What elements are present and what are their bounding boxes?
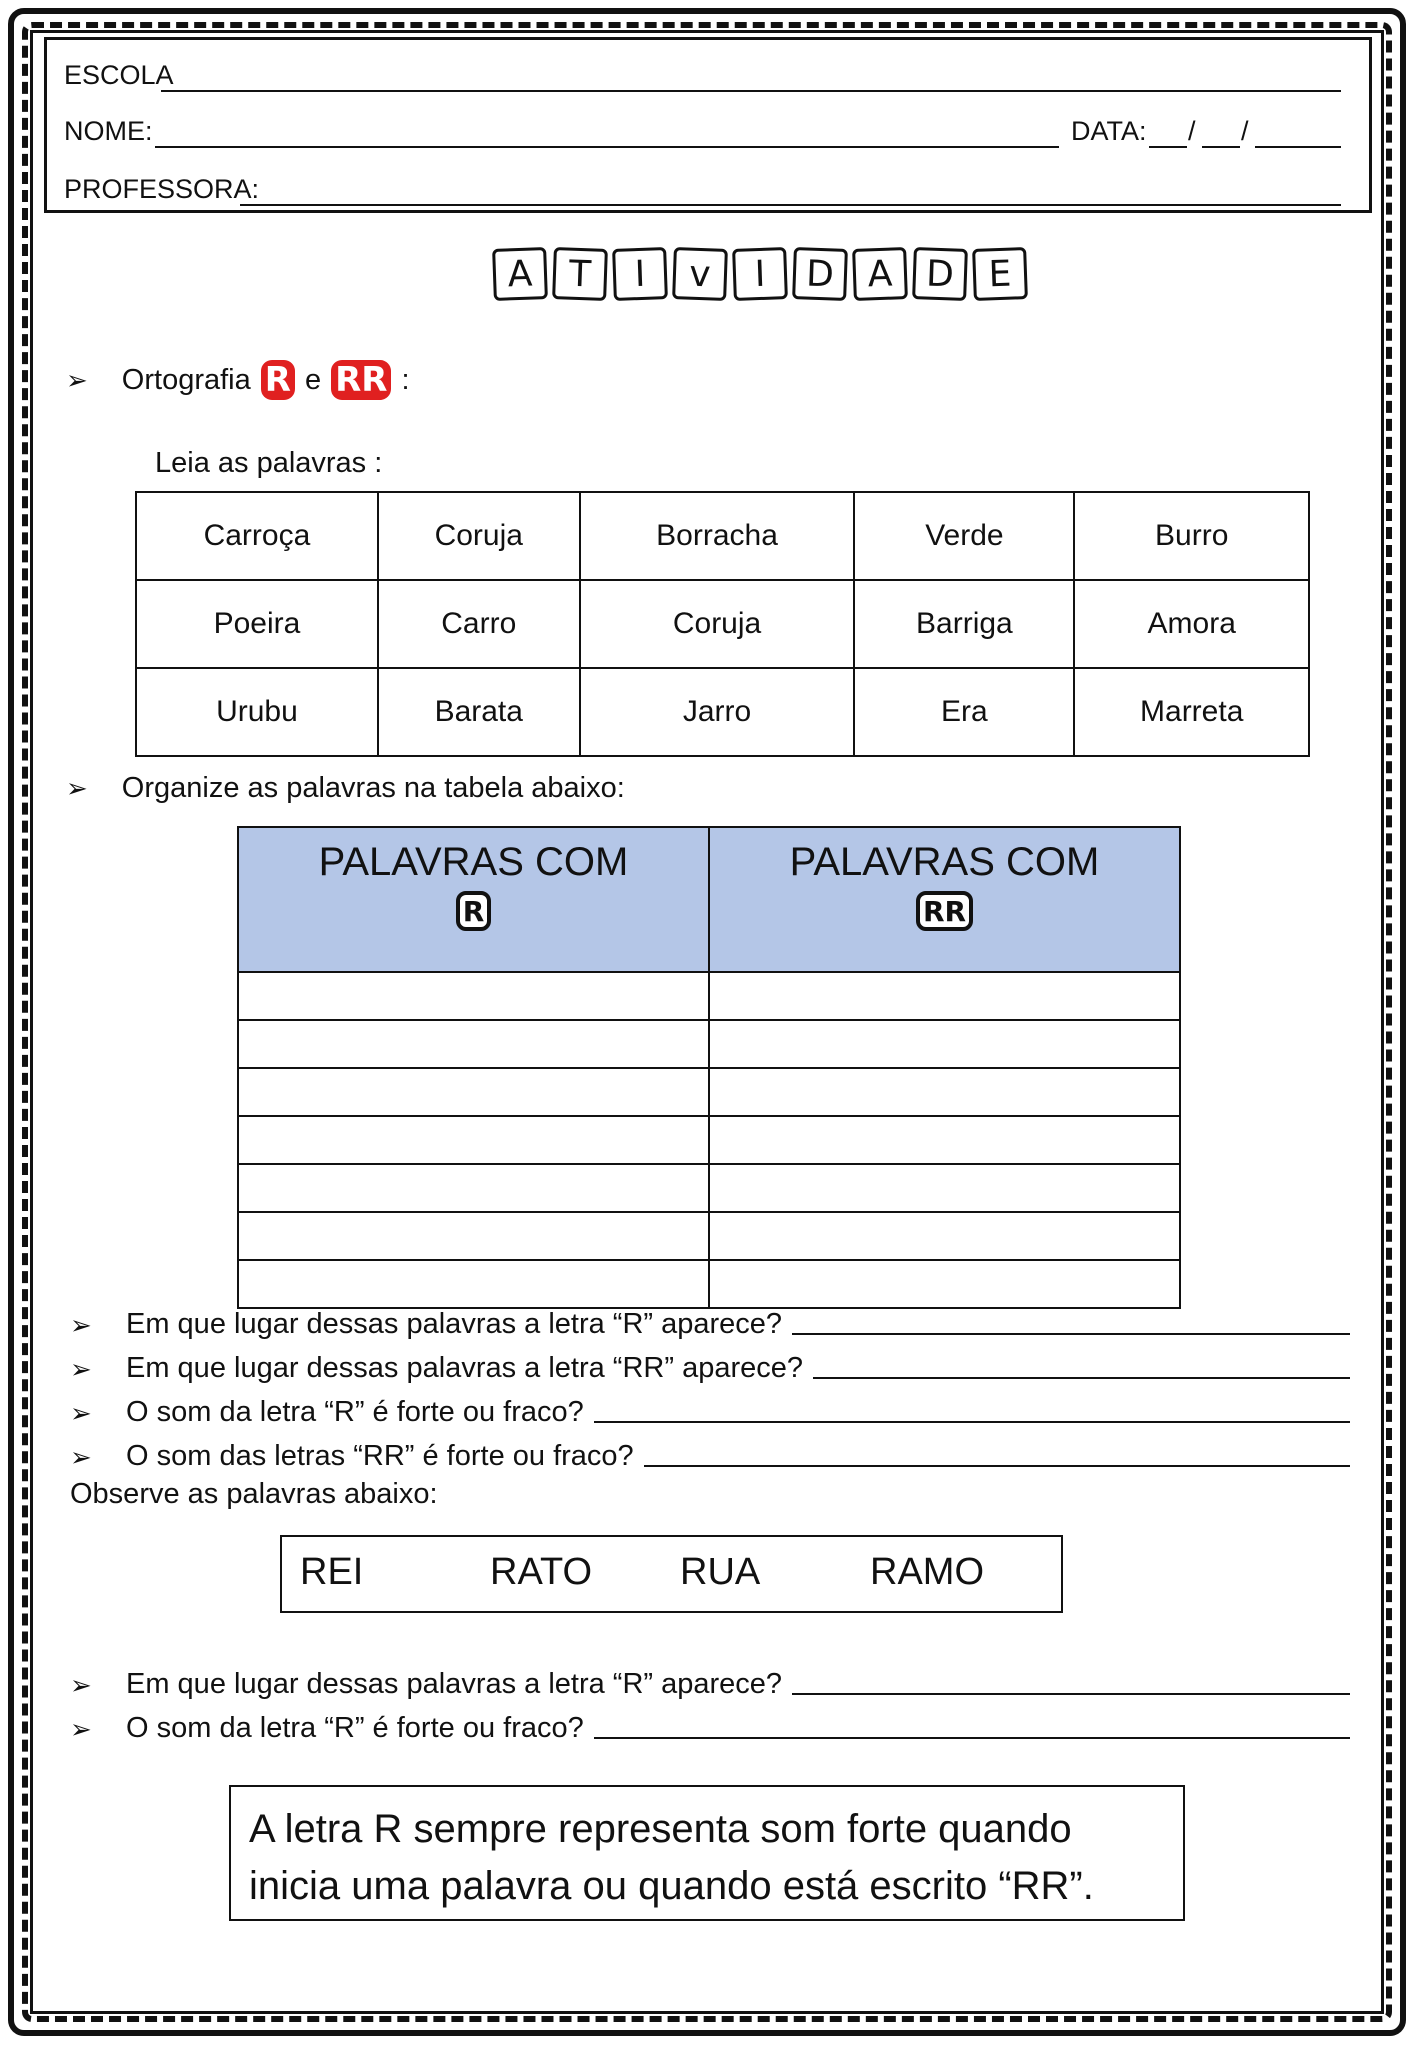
question-text: Em que lugar dessas palavras a letra “RR” aparece? <box>126 1352 803 1384</box>
title-letter-tile: A <box>852 247 908 301</box>
section-organize <box>66 772 625 805</box>
data-year-field[interactable] <box>1255 146 1341 148</box>
question-item <box>70 1701 1350 1745</box>
data-slash-1: / <box>1188 116 1196 146</box>
answer-line[interactable] <box>792 1693 1350 1695</box>
conjunction-e: e <box>304 363 322 396</box>
bullet-arrow-icon: ➢ <box>70 1398 92 1428</box>
observe-label: Observe as palavras abaixo: <box>70 1478 438 1510</box>
question-item <box>70 1341 1350 1385</box>
answer-line[interactable] <box>813 1377 1350 1379</box>
answer-cell-r[interactable] <box>238 1164 709 1212</box>
answer-cell-rr[interactable] <box>709 1164 1180 1212</box>
sort-table-row <box>238 1164 1180 1212</box>
professora-label: PROFESSORA: <box>64 174 260 204</box>
col-r-header <box>238 827 709 972</box>
data-label: DATA: <box>1071 116 1147 146</box>
word-3: RUA <box>680 1551 761 1593</box>
answer-cell-r[interactable] <box>238 1068 709 1116</box>
sort-table-row <box>238 1068 1180 1116</box>
word-cell: Carroça <box>136 492 378 580</box>
word-cell: Jarro <box>580 668 855 756</box>
sort-table-row <box>238 972 1180 1020</box>
answer-cell-rr[interactable] <box>709 1212 1180 1260</box>
sort-table-row <box>238 1212 1180 1260</box>
answer-cell-rr[interactable] <box>709 972 1180 1020</box>
question-text: O som das letras “RR” é forte ou fraco? <box>126 1440 634 1472</box>
word-cell: Poeira <box>136 580 378 668</box>
answer-cell-rr[interactable] <box>709 1020 1180 1068</box>
title-letter-tile: A <box>492 247 548 301</box>
word-cell: Barriga <box>854 580 1074 668</box>
data-slash-2: / <box>1241 116 1249 146</box>
sort-table <box>237 826 1181 1309</box>
word-4: RAMO <box>870 1551 984 1593</box>
sort-table-row <box>238 1116 1180 1164</box>
answer-cell-r[interactable] <box>238 972 709 1020</box>
bullet-arrow-icon: ➢ <box>70 1354 92 1384</box>
question-item <box>70 1297 1350 1341</box>
sort-table-header-row <box>238 827 1180 972</box>
word-cell: Verde <box>854 492 1074 580</box>
answer-cell-rr[interactable] <box>709 1116 1180 1164</box>
word-cell: Coruja <box>580 580 855 668</box>
title-letter-tile: E <box>972 247 1028 301</box>
word-1: REI <box>300 1551 364 1593</box>
nome-field[interactable] <box>155 146 1059 148</box>
question-item <box>70 1657 1350 1701</box>
bullet-arrow-icon: ➢ <box>66 364 88 395</box>
word-cell: Coruja <box>378 492 580 580</box>
question-text: Em que lugar dessas palavras a letra “R” aparece? <box>126 1668 783 1700</box>
question-item <box>70 1429 1350 1473</box>
answer-cell-r[interactable] <box>238 1116 709 1164</box>
col-rr-header-text: PALAVRAS COM <box>789 840 1100 884</box>
leia-label: Leia as palavras : <box>155 447 383 479</box>
word-cell: Era <box>854 668 1074 756</box>
note-line-1: A letra R sempre representa som forte quando <box>249 1807 1072 1851</box>
section-ortografia <box>66 360 410 400</box>
professora-field[interactable] <box>240 204 1341 206</box>
sort-table-row <box>238 1020 1180 1068</box>
answer-line[interactable] <box>594 1421 1350 1423</box>
col-r-badge: R <box>456 891 492 931</box>
words-row <box>136 492 1309 580</box>
answer-line[interactable] <box>594 1737 1350 1739</box>
r-letter-badge: R <box>261 360 295 400</box>
title-letter-tile: v <box>672 247 728 301</box>
word-cell: Marreta <box>1074 668 1309 756</box>
question-text: O som da letra “R” é forte ou fraco? <box>126 1396 584 1428</box>
title-letter-tile: T <box>552 247 608 301</box>
question-text: Em que lugar dessas palavras a letra “R” aparece? <box>126 1308 783 1340</box>
col-r-header-text: PALAVRAS COM <box>318 840 629 884</box>
rr-letter-badge: RR <box>331 360 391 400</box>
word-cell: Carro <box>378 580 580 668</box>
col-rr-header <box>709 827 1180 972</box>
words-row <box>136 580 1309 668</box>
organize-label: Organize as palavras na tabela abaixo: <box>121 772 625 804</box>
nome-label: NOME: <box>64 116 153 146</box>
words-table <box>135 491 1310 757</box>
questions-block-1 <box>70 1297 1350 1473</box>
rule-note-box <box>229 1785 1185 1921</box>
answer-cell-r[interactable] <box>238 1020 709 1068</box>
title-letter-tile: D <box>792 247 848 301</box>
note-line-2: inicia uma palavra ou quando está escrito “RR”. <box>249 1864 1094 1908</box>
questions-block-2 <box>70 1657 1350 1745</box>
word-cell: Urubu <box>136 668 378 756</box>
bullet-arrow-icon: ➢ <box>70 1714 92 1744</box>
data-month-field[interactable] <box>1202 146 1240 148</box>
word-cell: Borracha <box>580 492 855 580</box>
activity-title <box>493 248 1027 300</box>
colon: : <box>401 363 410 396</box>
escola-label: ESCOLA <box>64 60 174 90</box>
col-rr-badge: RR <box>916 891 973 931</box>
question-text: O som da letra “R” é forte ou fraco? <box>126 1712 584 1744</box>
word-2: RATO <box>490 1551 593 1593</box>
question-item <box>70 1385 1350 1429</box>
bullet-arrow-icon: ➢ <box>70 1310 92 1340</box>
r-words-box <box>280 1535 1063 1613</box>
word-cell: Burro <box>1074 492 1309 580</box>
word-cell: Amora <box>1074 580 1309 668</box>
words-row <box>136 668 1309 756</box>
header-box <box>44 37 1372 213</box>
title-letter-tile: I <box>732 247 788 301</box>
answer-cell-r[interactable] <box>238 1212 709 1260</box>
title-letter-tile: D <box>912 247 968 301</box>
answer-line[interactable] <box>792 1333 1350 1335</box>
answer-cell-rr[interactable] <box>709 1068 1180 1116</box>
word-cell: Barata <box>378 668 580 756</box>
bullet-arrow-icon: ➢ <box>70 1442 92 1472</box>
data-day-field[interactable] <box>1149 146 1187 148</box>
bullet-arrow-icon: ➢ <box>66 773 88 803</box>
escola-field[interactable] <box>161 90 1341 92</box>
answer-line[interactable] <box>644 1465 1350 1467</box>
ortografia-label: Ortografia <box>121 363 251 396</box>
title-letter-tile: I <box>612 247 668 301</box>
bullet-arrow-icon: ➢ <box>70 1670 92 1700</box>
